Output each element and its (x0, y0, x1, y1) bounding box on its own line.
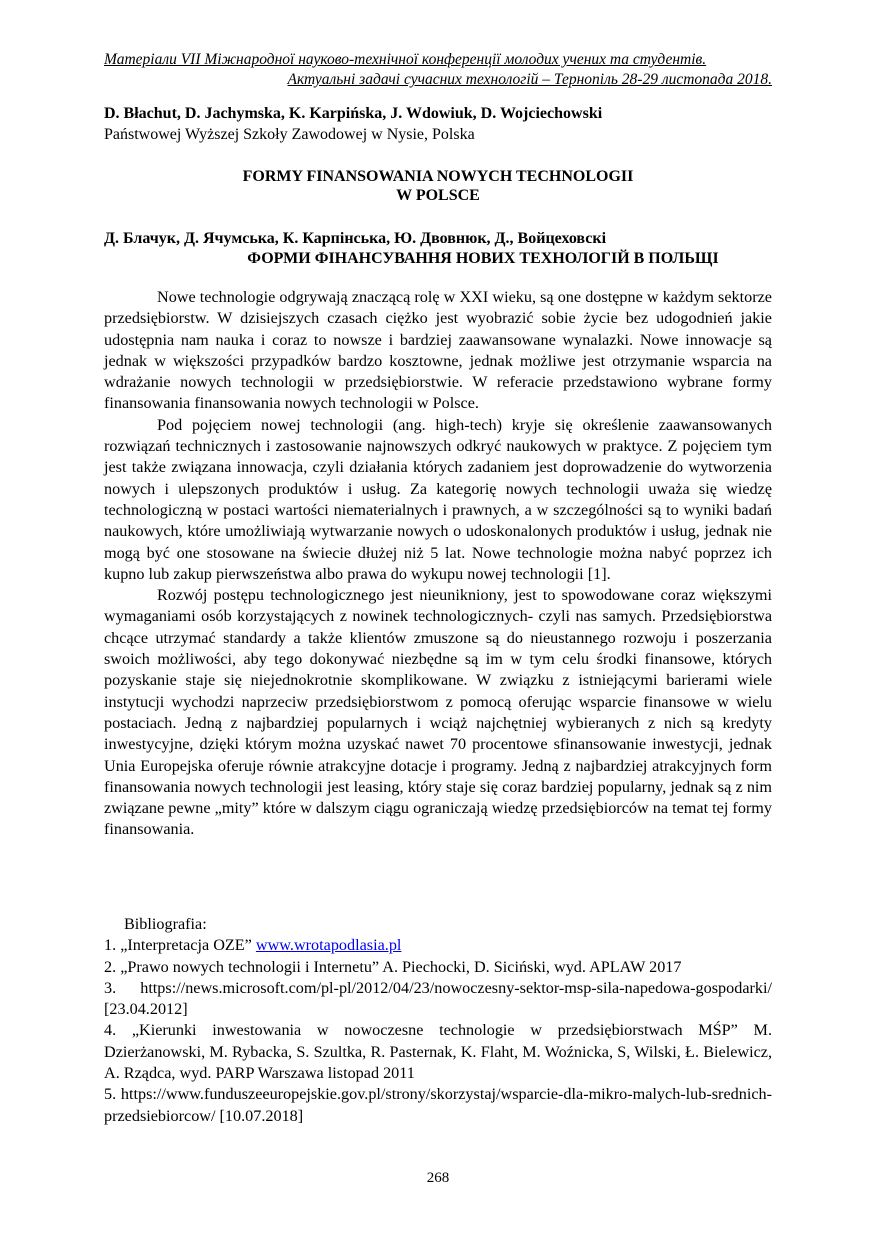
bibliography-item-1-link[interactable]: www.wrotapodlasia.pl (255, 936, 402, 955)
paper-title-line-1: FORMY FINANSOWANIA NOWYCH TECHNOLOGII (242, 168, 634, 185)
body-text (104, 287, 772, 841)
paper-title-ukrainian: ФОРМИ ФІНАНСУВАННЯ НОВИХ ТЕХНОЛОГІЙ В ПОЛЬЩІ (247, 250, 719, 267)
bibliography-item-3: 3. https://news.microsoft.com/pl-pl/2012/04/23/nowoczesny-sektor-msp-sila-napedowa-gospodarki/ [23.04.2012] (104, 978, 772, 1019)
bibliography-heading: Bibliografia: (124, 915, 207, 933)
paper-title-line-2: W POLSCE (396, 187, 480, 204)
authors: D. Błachut, D. Jachymska, K. Karpińska, J. Wdowiuk, D. Wojciechowski (104, 105, 603, 122)
bibliography-item-4: 4. „Kierunki inwestowania w nowoczesne technologie w przedsiębiorstwach MŚP” M. Dzierżanowski, M. Rybacka, S. Szultka, R. Pasternak, K. Flaht, M. Woźnicka, S, Wilski, Ł. Bielewicz, A. Rządca, wyd. PARP Warszawa listopad 2011 (104, 1021, 772, 1083)
paragraph-3: Rozwój postępu technologicznego jest nieunikniony, jest to spowodowane coraz większymi wymaganiami osób korzystających z nowinek technologicznych- czyli nas samych. Przedsiębiorstwa chcące utrzymać standardy a także klientów zmuszone są do nieustannego rozwoju i poszerzania swoich możliwości, aby tego dokonywać niezbędne są im w tym celu środki finansowe, których pozyskanie staje się niejednokrotnie skomplikowane. W związku z istniejącymi barierami wiele instytucji wychodzi naprzeciw przedsiębiorstwom z pomocą oferując wsparcie finansowe w wielu postaciach. Jedną z najbardziej popularnych i wciąż najchętniej wybieranych z nich są kredyty inwestycyjne, dzięki którym można uzyskać nawet 70 procentowe sfinansowanie inwestycji, jednak Unia Europejska oferuje równie atrakcyjne dotacje i programy. Jedną z najbardziej atrakcyjnych form finansowania nowych technologii jest leasing, który staje się coraz bardziej popularny, jednak są z nim związane pewne „mity” które w dalszym ciągu ograniczają wiedzę przedsiębiorców na temat tej formy finansowania. (104, 586, 772, 839)
conference-header-line-2: Актуальні задачі сучасних технологій – Тернопіль 28-29 листопада 2018. (287, 71, 772, 88)
authors-ukrainian: Д. Блачук, Д. Ячумська, К. Карпінська, Ю. Двовнюк, Д., Войцеховскі (104, 230, 607, 247)
affiliation: Państwowej Wyższej Szkoły Zawodowej w Nysie, Polska (104, 126, 475, 143)
page-number: 268 (426, 1170, 450, 1186)
conference-header-line-1: Матеріали VII Міжнародної науково-технічної конференції молодих учених та студентів. (104, 51, 707, 68)
bibliography-item-1 (104, 935, 772, 956)
paragraph-1: Nowe technologie odgrywają znaczącą rolę w XXI wieku, są one dostępne w każdym sektorze przedsiębiorstw. W dzisiejszych czasach ciężko jest wyobrazić sobie życie bez udogodnień jakie udostępnia nam nauka i coraz to nowsze i bardziej zaawansowane wynalazki. Nowe innowacje są jednak w większości przypadków bardzo kosztowne, jednak możliwe jest otrzymanie wsparcia na wdrażanie nowych technologii w przedsiębiorstwie. W referacie przedstawiono wybrane formy finansowania finansowania nowych technologii w Polsce. (104, 288, 772, 413)
bibliography-item-5: 5. https://www.funduszeeuropejskie.gov.pl/strony/skorzystaj/wsparcie-dla-mikro-malych-lub-srednich-przedsiebiorcow/ [10.07.2018] (104, 1085, 772, 1125)
paragraph-2: Pod pojęciem nowej technologii (ang. high-tech) kryje się określenie zaawansowanych rozwiązań technicznych i zastosowanie najnowszych odkryć naukowych w praktyce. Z pojęciem tym jest także związana innowacja, czyli działania których zadaniem jest doprowadzenie do wytworzenia nowych i ulepszonych produktów i usług. Za kategorię nowych technologii uważa się wiedzę technologiczną w postaci wartości niematerialnych i prawnych, a w szczególności są to wyniki badań naukowych, które umożliwiają wytwarzanie nowych o udoskonalonych produktów i usług, jednak nie mogą być one stosowane na świecie dłużej niż 5 lat. Nowe technologie można nabyć poprzez ich kupno lub zakup pierwszeństwa albo prawa do wykupu nowej technologii [1]. (104, 415, 772, 583)
bibliography-item-1-text: 1. „Interpretacja OZE” (104, 936, 256, 955)
bibliography (104, 914, 772, 1127)
bibliography-item-2: 2. „Prawo nowych technologii i Internetu” A. Piechocki, D. Siciński, wyd. APLAW 2017 (104, 957, 682, 976)
